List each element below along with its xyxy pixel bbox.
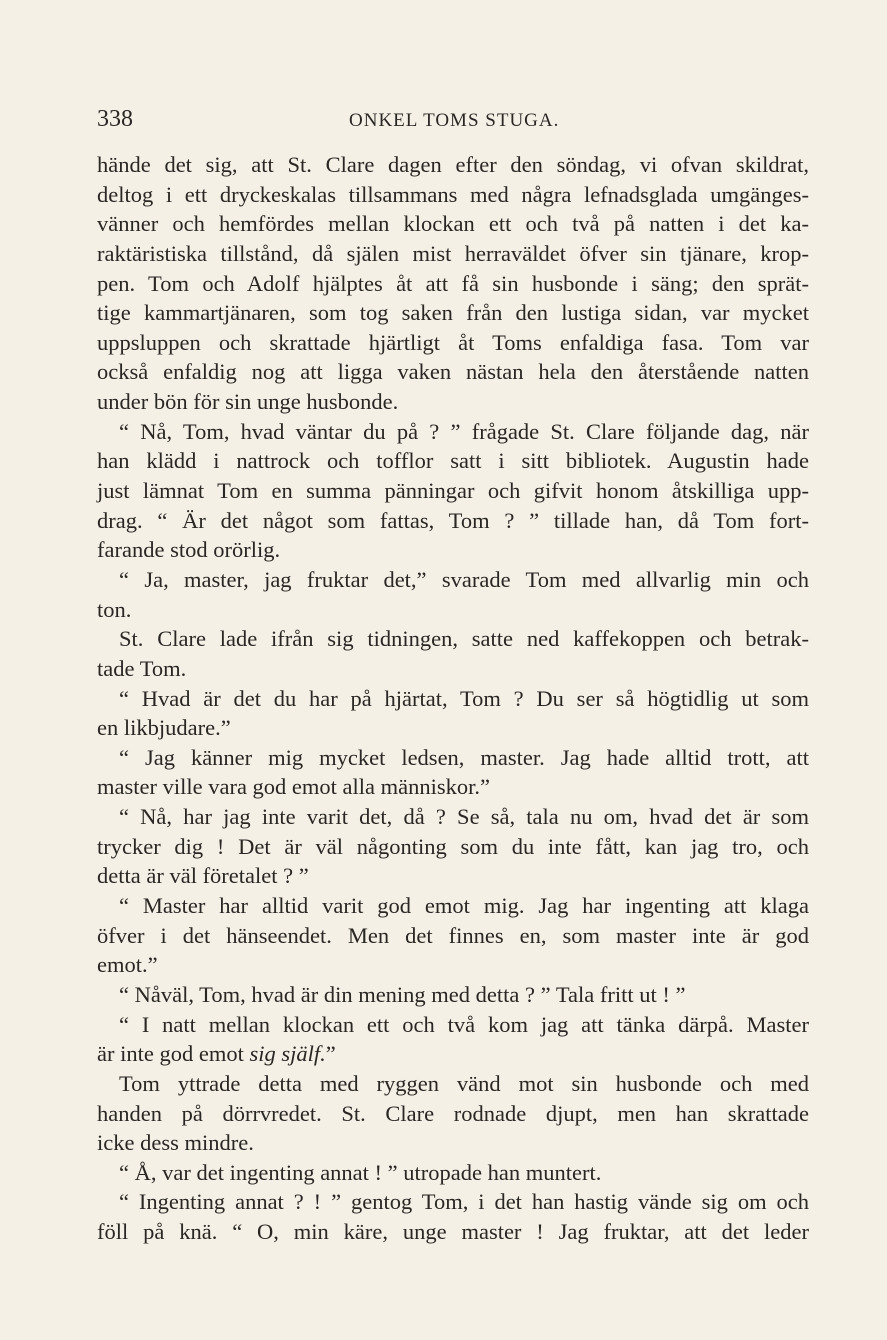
text-line-content: icke dess mindre. <box>97 1130 254 1156</box>
text-line-content: vänner och hemfördes mellan klockan ett och två på natten i det ka- <box>97 211 809 237</box>
text-line-content: pen. Tom och Adolf hjälptes åt att få sin husbonde i säng; den sprät- <box>97 270 809 296</box>
text-line <box>97 624 809 654</box>
text-line <box>97 1217 809 1247</box>
text-line <box>97 565 809 595</box>
text-line <box>97 328 809 358</box>
text-line-content: tige kammartjänaren, som tog saken från den lustiga sidan, var mycket <box>97 300 809 326</box>
text-line <box>97 446 809 476</box>
text-line <box>97 1039 809 1069</box>
page-header <box>97 106 809 138</box>
text-line <box>97 357 809 387</box>
text-line <box>97 713 809 743</box>
text-line-content: under bön för sin unge husbonde. <box>97 389 399 415</box>
text-line-content: drag. “ Är det något som fattas, Tom ? ” tillade han, då Tom fort- <box>97 507 809 533</box>
text-line-content: emot.” <box>97 952 158 978</box>
text-line-content: han klädd i nattrock och tofflor satt i sitt bibliotek. Augustin hade <box>97 448 809 474</box>
text-line <box>97 802 809 832</box>
text-line-content: hände det sig, att St. Clare dagen efter den söndag, vi ofvan skildrat, <box>97 152 809 177</box>
text-line <box>97 209 809 239</box>
text-line-content: “ Nåväl, Tom, hvad är din mening med detta ? ” Tala fritt ut ! ” <box>119 981 686 1007</box>
text-line <box>97 1010 809 1040</box>
text-line <box>97 595 809 625</box>
text-line <box>97 980 809 1010</box>
text-line <box>97 861 809 891</box>
text-line <box>97 535 809 565</box>
text-line-content: master ville vara god emot alla människor.” <box>97 774 491 800</box>
page-number: 338 <box>97 106 133 132</box>
text-line-content: uppsluppen och skrattade hjärtligt åt Toms enfaldiga fasa. Tom var <box>97 329 809 355</box>
text-line <box>97 654 809 684</box>
text-line <box>97 506 809 536</box>
text-line-content: just lämnat Tom en summa pänningar och gifvit honom åtskilliga upp- <box>97 478 809 504</box>
text-line-content: “ I natt mellan klockan ett och två kom jag att tänka därpå. Master <box>119 1011 809 1037</box>
text-line-content: “ Ingenting annat ? ! ” gentog Tom, i det han hastig vände sig om och <box>119 1189 809 1215</box>
text-line-content: “ Master har alltid varit god emot mig. Jag har ingenting att klaga <box>119 893 809 919</box>
text-line-content: “ Nå, Tom, hvad väntar du på ? ” frågade St. Clare följande dag, när <box>119 418 809 444</box>
text-line <box>97 269 809 299</box>
text-line-content: trycker dig ! Det är väl någonting som du inte fått, kan jag tro, och <box>97 833 809 859</box>
text-line <box>97 891 809 921</box>
text-line <box>97 298 809 328</box>
text-line <box>97 1099 809 1129</box>
text-line-content: raktäristiska tillstånd, då själen mist herraväldet öfver sin tjänare, krop- <box>97 240 809 266</box>
text-line <box>97 832 809 862</box>
text-line-content: ton. <box>97 596 132 622</box>
text-line-content: en likbjudare.” <box>97 715 231 741</box>
text-line-content: är inte god emot <box>97 1041 244 1067</box>
text-line-content: deltog i ett dryckeskalas tillsammans med några lefnadsglada umgänges- <box>97 181 809 207</box>
text-line-content: handen på dörrvredet. St. Clare rodnade djupt, men han skrattade <box>97 1100 809 1126</box>
text-line <box>97 684 809 714</box>
text-line <box>97 1069 809 1099</box>
text-line <box>97 1158 809 1188</box>
text-line-content: “ Å, var det ingenting annat ! ” utropade han muntert. <box>119 1159 602 1185</box>
text-line-content: farande stod orörlig. <box>97 537 281 563</box>
emphasized-text: sig själf. <box>249 1041 326 1067</box>
text-line-content: detta är väl företalet ? ” <box>97 863 309 889</box>
text-line-content: tade Tom. <box>97 655 187 681</box>
text-line <box>97 150 809 180</box>
text-line-content: “ Nå, har jag inte varit det, då ? Se så, tala nu om, hvad det är som <box>119 804 809 830</box>
text-line-content: Tom yttrade detta med ryggen vänd mot sin husbonde och med <box>119 1070 809 1096</box>
text-line <box>97 387 809 417</box>
text-line <box>97 1187 809 1217</box>
closing-quote: ” <box>325 1041 336 1067</box>
running-title: ONKEL TOMS STUGA. <box>349 110 560 131</box>
text-line-content: öfver i det hänseendet. Men det finnes en, som master inte är god <box>97 922 809 948</box>
text-line-content: föll på knä. “ O, min käre, unge master ! Jag fruktar, att det leder <box>97 1219 809 1245</box>
text-line <box>97 743 809 773</box>
text-line <box>97 921 809 951</box>
text-line <box>97 1128 809 1158</box>
text-line <box>97 417 809 447</box>
text-line <box>97 476 809 506</box>
text-line-content: “ Hvad är det du har på hjärtat, Tom ? Du ser så högtidlig ut som <box>119 685 809 711</box>
text-line <box>97 239 809 269</box>
text-line-content: “ Ja, master, jag fruktar det,” svarade Tom med allvarlig min och <box>119 566 809 592</box>
text-line-content: också enfaldig nog att ligga vaken nästan hela den återstående natten <box>97 359 809 385</box>
text-line-content: St. Clare lade ifrån sig tidningen, satte ned kaffekoppen och betrak- <box>119 626 809 652</box>
text-line <box>97 950 809 980</box>
text-line <box>97 772 809 802</box>
text-line-content: “ Jag känner mig mycket ledsen, master. Jag hade alltid trott, att <box>119 744 809 770</box>
body-text <box>97 150 809 1247</box>
text-line <box>97 180 809 210</box>
